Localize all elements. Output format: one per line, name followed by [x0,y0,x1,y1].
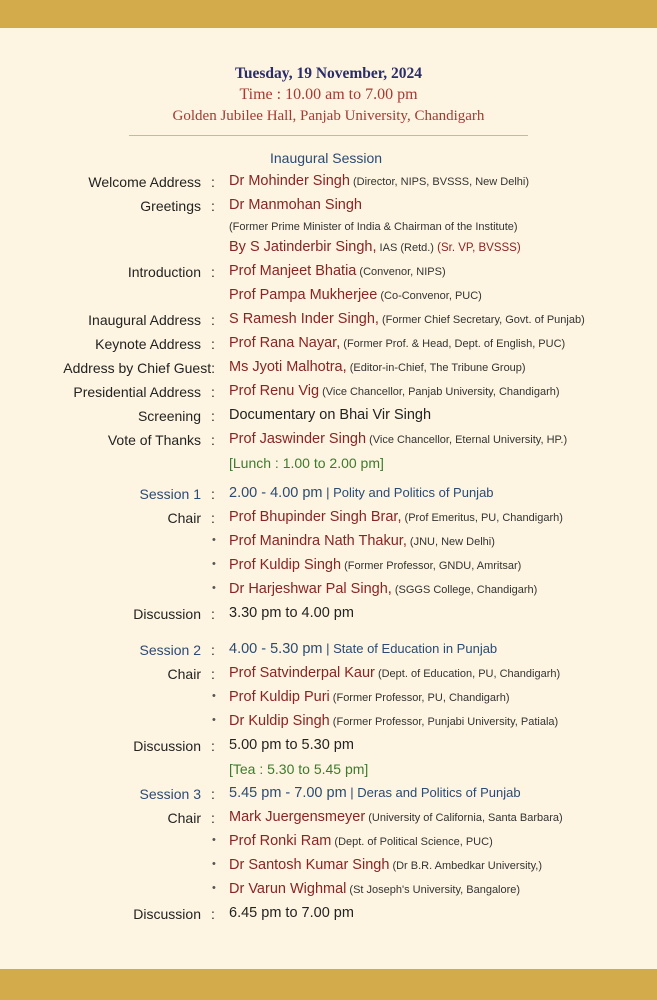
row-label: Chair [167,510,201,526]
speaker-name: By S Jatinderbir Singh, [229,239,377,255]
row-label: Greetings [140,198,201,214]
row-value [229,881,520,897]
session-2-chair-row [0,664,657,686]
speaker-name: Dr Manmohan Singh [229,197,362,213]
greetings-note-row [0,217,657,239]
session-1-discussion-row [0,604,657,626]
speaker-name: Prof Rana Nayar, [229,335,341,351]
discussion-time: 5.00 pm to 5.30 pm [229,737,354,753]
speaker-affiliation: (Former Professor, Punjabi University, Patiala) [329,716,559,728]
discussion-time: 6.45 pm to 7.00 pm [229,905,354,921]
row-value [229,455,384,472]
session-3-speaker-row [0,856,657,878]
colon: : [211,606,215,622]
session-label: Session 3 [139,786,201,802]
row-label: Inaugural Address [88,312,201,328]
session-3-discussion-row [0,904,657,926]
row-label: Chair [167,810,201,826]
speaker-name: Mark Juergensmeyer [229,809,366,825]
speaker-affiliation: (JNU, New Delhi) [406,536,495,548]
colon: : [211,510,215,526]
speaker-name: Ms Jyoti Malhotra, [229,359,347,375]
row-label: Discussion [133,738,201,754]
lunch-break: [Lunch : 1.00 to 2.00 pm] [229,455,384,471]
bullet: • [212,690,216,702]
session-topic: | Polity and Politics of Punjab [322,485,494,500]
session-3-speaker-row [0,880,657,902]
speaker-affiliation: (Former Professor, PU, Chandigarh) [329,692,510,704]
speaker-affiliation: (St Joseph's University, Bangalore) [346,884,521,896]
event-time: Time : 10.00 am to 7.00 pm [239,86,418,103]
speaker-name: S Ramesh Inder Singh, [229,311,379,327]
session-3-chair-row [0,808,657,830]
speaker-affiliation: IAS (Retd.) [376,242,434,254]
speaker-name: Prof Jaswinder Singh [229,431,367,447]
speaker-affiliation: (Vice Chancellor, Panjab University, Chandigarh) [319,386,560,398]
speaker-affiliation: (Former Prime Minister of India & Chairman of the Institute) [229,221,518,233]
row-label: Discussion [133,606,201,622]
speaker-name: Prof Manjeet Bhatia [229,263,357,279]
speaker-affiliation: (Editor-in-Chief, The Tribune Group) [346,362,526,374]
session-1-row [0,484,657,506]
colon: : [211,408,215,424]
lunch-row [0,454,657,476]
colon: : [211,738,215,754]
row-label: Welcome Address [88,174,201,190]
speaker-affiliation: (Former Prof. & Head, Dept. of English, PUC) [340,338,566,350]
inaugural-session-title: Inaugural Session [270,150,383,166]
row-value [229,431,567,447]
session-label: Session 2 [139,642,201,658]
row-label: Vote of Thanks [107,432,201,448]
colon: : [211,312,215,328]
row-value [229,761,368,778]
speaker-name: Dr Harjeshwar Pal Singh, [229,581,392,597]
speaker-affiliation: (Former Chief Secretary, Govt. of Punjab) [378,314,585,326]
session-2-row [0,640,657,662]
bullet: • [212,834,216,846]
discussion-time: 3.30 pm to 4.00 pm [229,605,354,621]
row-value [229,335,565,351]
event-venue: Golden Jubilee Hall, Panjab University, Chandigarh [172,108,485,124]
row-value [229,833,493,849]
speaker-name: Prof Manindra Nath Thakur, [229,533,407,549]
bullet: • [212,534,216,546]
welcome-address-row [0,172,657,194]
colon: : [211,786,215,802]
colon: : [211,198,215,214]
screening-row [0,406,657,428]
speaker-name: Prof Satvinderpal Kaur [229,665,375,681]
session-1-chair-row [0,508,657,530]
event-date: Tuesday, 19 November, 2024 [234,65,423,82]
session-1-speaker-row [0,556,657,578]
colon: : [211,174,215,190]
tea-break: [Tea : 5.30 to 5.45 pm] [229,761,369,777]
colon: : [211,264,215,280]
session-2-speaker-row [0,712,657,734]
row-label: Keynote Address [95,336,201,352]
speaker-affiliation: (Prof Emeritus, PU, Chandigarh) [401,512,563,524]
inaugural-address-row [0,310,657,332]
session-3-speaker-row [0,832,657,854]
row-value [229,809,563,825]
row-value [229,581,537,597]
colon: : [211,810,215,826]
speaker-name: Prof Pampa Mukherjee [229,287,378,303]
speaker-name: Prof Bhupinder Singh Brar, [229,509,402,525]
bullet: • [212,558,216,570]
speaker-affiliation: (Co-Convenor, PUC) [377,290,482,302]
colon: : [211,906,215,922]
vote-of-thanks-row [0,430,657,452]
bullet: • [212,582,216,594]
speaker-affiliation: (Dept. of Education, PU, Chandigarh) [374,668,561,680]
tea-row [0,760,657,782]
bullet: • [212,882,216,894]
session-2-speaker-row [0,688,657,710]
row-value [229,383,560,399]
speaker-name: Dr Varun Wighmal [229,881,347,897]
row-value [229,407,431,423]
speaker-name: Prof Renu Vig [229,383,320,399]
row-value [229,359,526,375]
speaker-affiliation: (Dept. of Political Science, PUC) [331,836,493,848]
row-value [229,665,560,681]
screening-title: Documentary on Bhai Vir Singh [229,407,432,423]
speaker-affiliation: (Former Professor, GNDU, Amritsar) [341,560,522,572]
row-value [229,905,354,921]
row-value [229,311,585,327]
row-label: Presidential Address [73,384,201,400]
row-value [229,218,518,234]
row-value [229,533,495,549]
row-label: Chair [167,666,201,682]
row-label: Screening [137,408,201,424]
row-value [229,197,362,213]
introduction-row [0,262,657,284]
speaker-affiliation: (Director, NIPS, BVSSS, New Delhi) [349,176,530,188]
speaker-affiliation: (Vice Chancellor, Eternal University, HP.) [366,434,568,446]
speaker-name: Dr Santosh Kumar Singh [229,857,390,873]
speaker-affiliation: (Convenor, NIPS) [356,266,446,278]
colon: : [211,486,215,502]
row-value [229,689,509,705]
speaker-affiliation: (University of California, Santa Barbara) [365,812,563,824]
row-value [229,173,529,189]
greetings-by-row [0,238,657,260]
keynote-address-row [0,334,657,356]
row-value [229,737,354,753]
bottom-gold-band [0,969,657,1000]
session-topic: | Deras and Politics of Punjab [346,785,521,800]
bullet: • [212,714,216,726]
speaker-name: Prof Ronki Ram [229,833,332,849]
row-value [229,287,482,303]
row-value [229,785,521,801]
speaker-name: Dr Kuldip Singh [229,713,330,729]
colon: : [211,432,215,448]
colon: : [211,666,215,682]
row-label: Discussion [133,906,201,922]
row-label: Address by Chief Guest: [63,360,215,376]
session-time: 4.00 - 5.30 pm [229,641,323,657]
header-divider [129,135,528,136]
session-time: 5.45 pm - 7.00 pm [229,785,347,801]
row-value [229,857,542,873]
introduction-second-row [0,286,657,308]
speaker-affiliation: (Sr. VP, BVSSS) [433,242,521,254]
top-gold-band [0,0,657,28]
row-value [229,239,521,255]
session-topic: | State of Education in Punjab [322,641,498,656]
row-label: Introduction [127,264,201,280]
row-value [229,713,558,729]
session-time: 2.00 - 4.00 pm [229,485,323,501]
session-1-speaker-row [0,532,657,554]
row-value [229,485,494,501]
session-1-speaker-row [0,580,657,602]
session-2-discussion-row [0,736,657,758]
speaker-name: Prof Kuldip Puri [229,689,330,705]
speaker-name: Prof Kuldip Singh [229,557,342,573]
presidential-address-row [0,382,657,404]
row-value [229,509,563,525]
speaker-affiliation: (Dr B.R. Ambedkar University,) [389,860,542,872]
row-value [229,605,354,621]
colon: : [211,384,215,400]
colon: : [211,336,215,352]
row-value [229,263,446,279]
row-value [229,557,521,573]
row-value [229,641,497,657]
chief-guest-row [0,358,657,380]
speaker-name: Dr Mohinder Singh [229,173,350,189]
colon: : [211,642,215,658]
speaker-affiliation: (SGGS College, Chandigarh) [391,584,538,596]
session-label: Session 1 [139,486,201,502]
bullet: • [212,858,216,870]
session-3-row [0,784,657,806]
greetings-row [0,196,657,218]
